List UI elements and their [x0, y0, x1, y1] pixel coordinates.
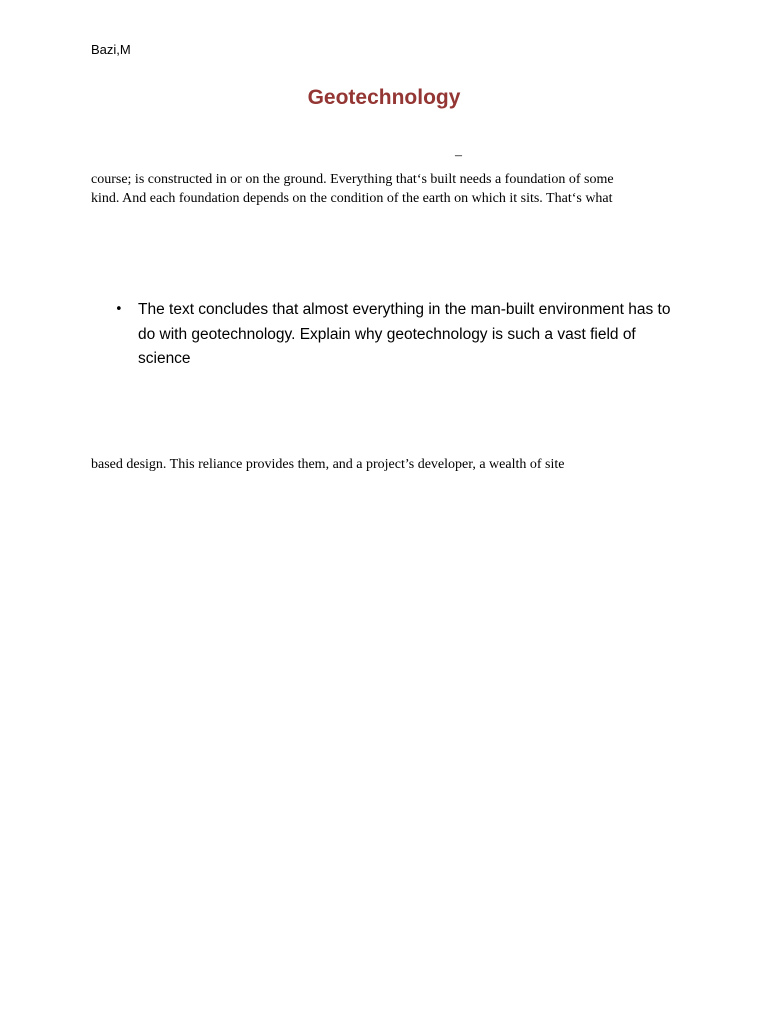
paragraph-2	[91, 455, 677, 474]
paragraph-1-line-2: kind. And each foundation depends on the condition of the earth on which it sits. That‘s what	[91, 191, 613, 206]
paragraph-1-line-1: course; is constructed in or on the ground. Everything that‘s built needs a foundation of some	[91, 172, 614, 187]
bullet-icon: •	[115, 302, 123, 317]
dash-mark: –	[455, 148, 462, 163]
paragraph-2-line-1: based design. This reliance provides them, and a project’s developer, a wealth of site	[91, 457, 565, 472]
bullet-question-text: The text concludes that almost everything in the man-built environment has to do with geotechnology. Explain why geotechnology is such a vast field of science	[138, 301, 671, 367]
author-header: Bazi,M	[91, 42, 131, 57]
document-title: Geotechnology	[307, 86, 461, 109]
paragraph-1	[91, 170, 677, 208]
